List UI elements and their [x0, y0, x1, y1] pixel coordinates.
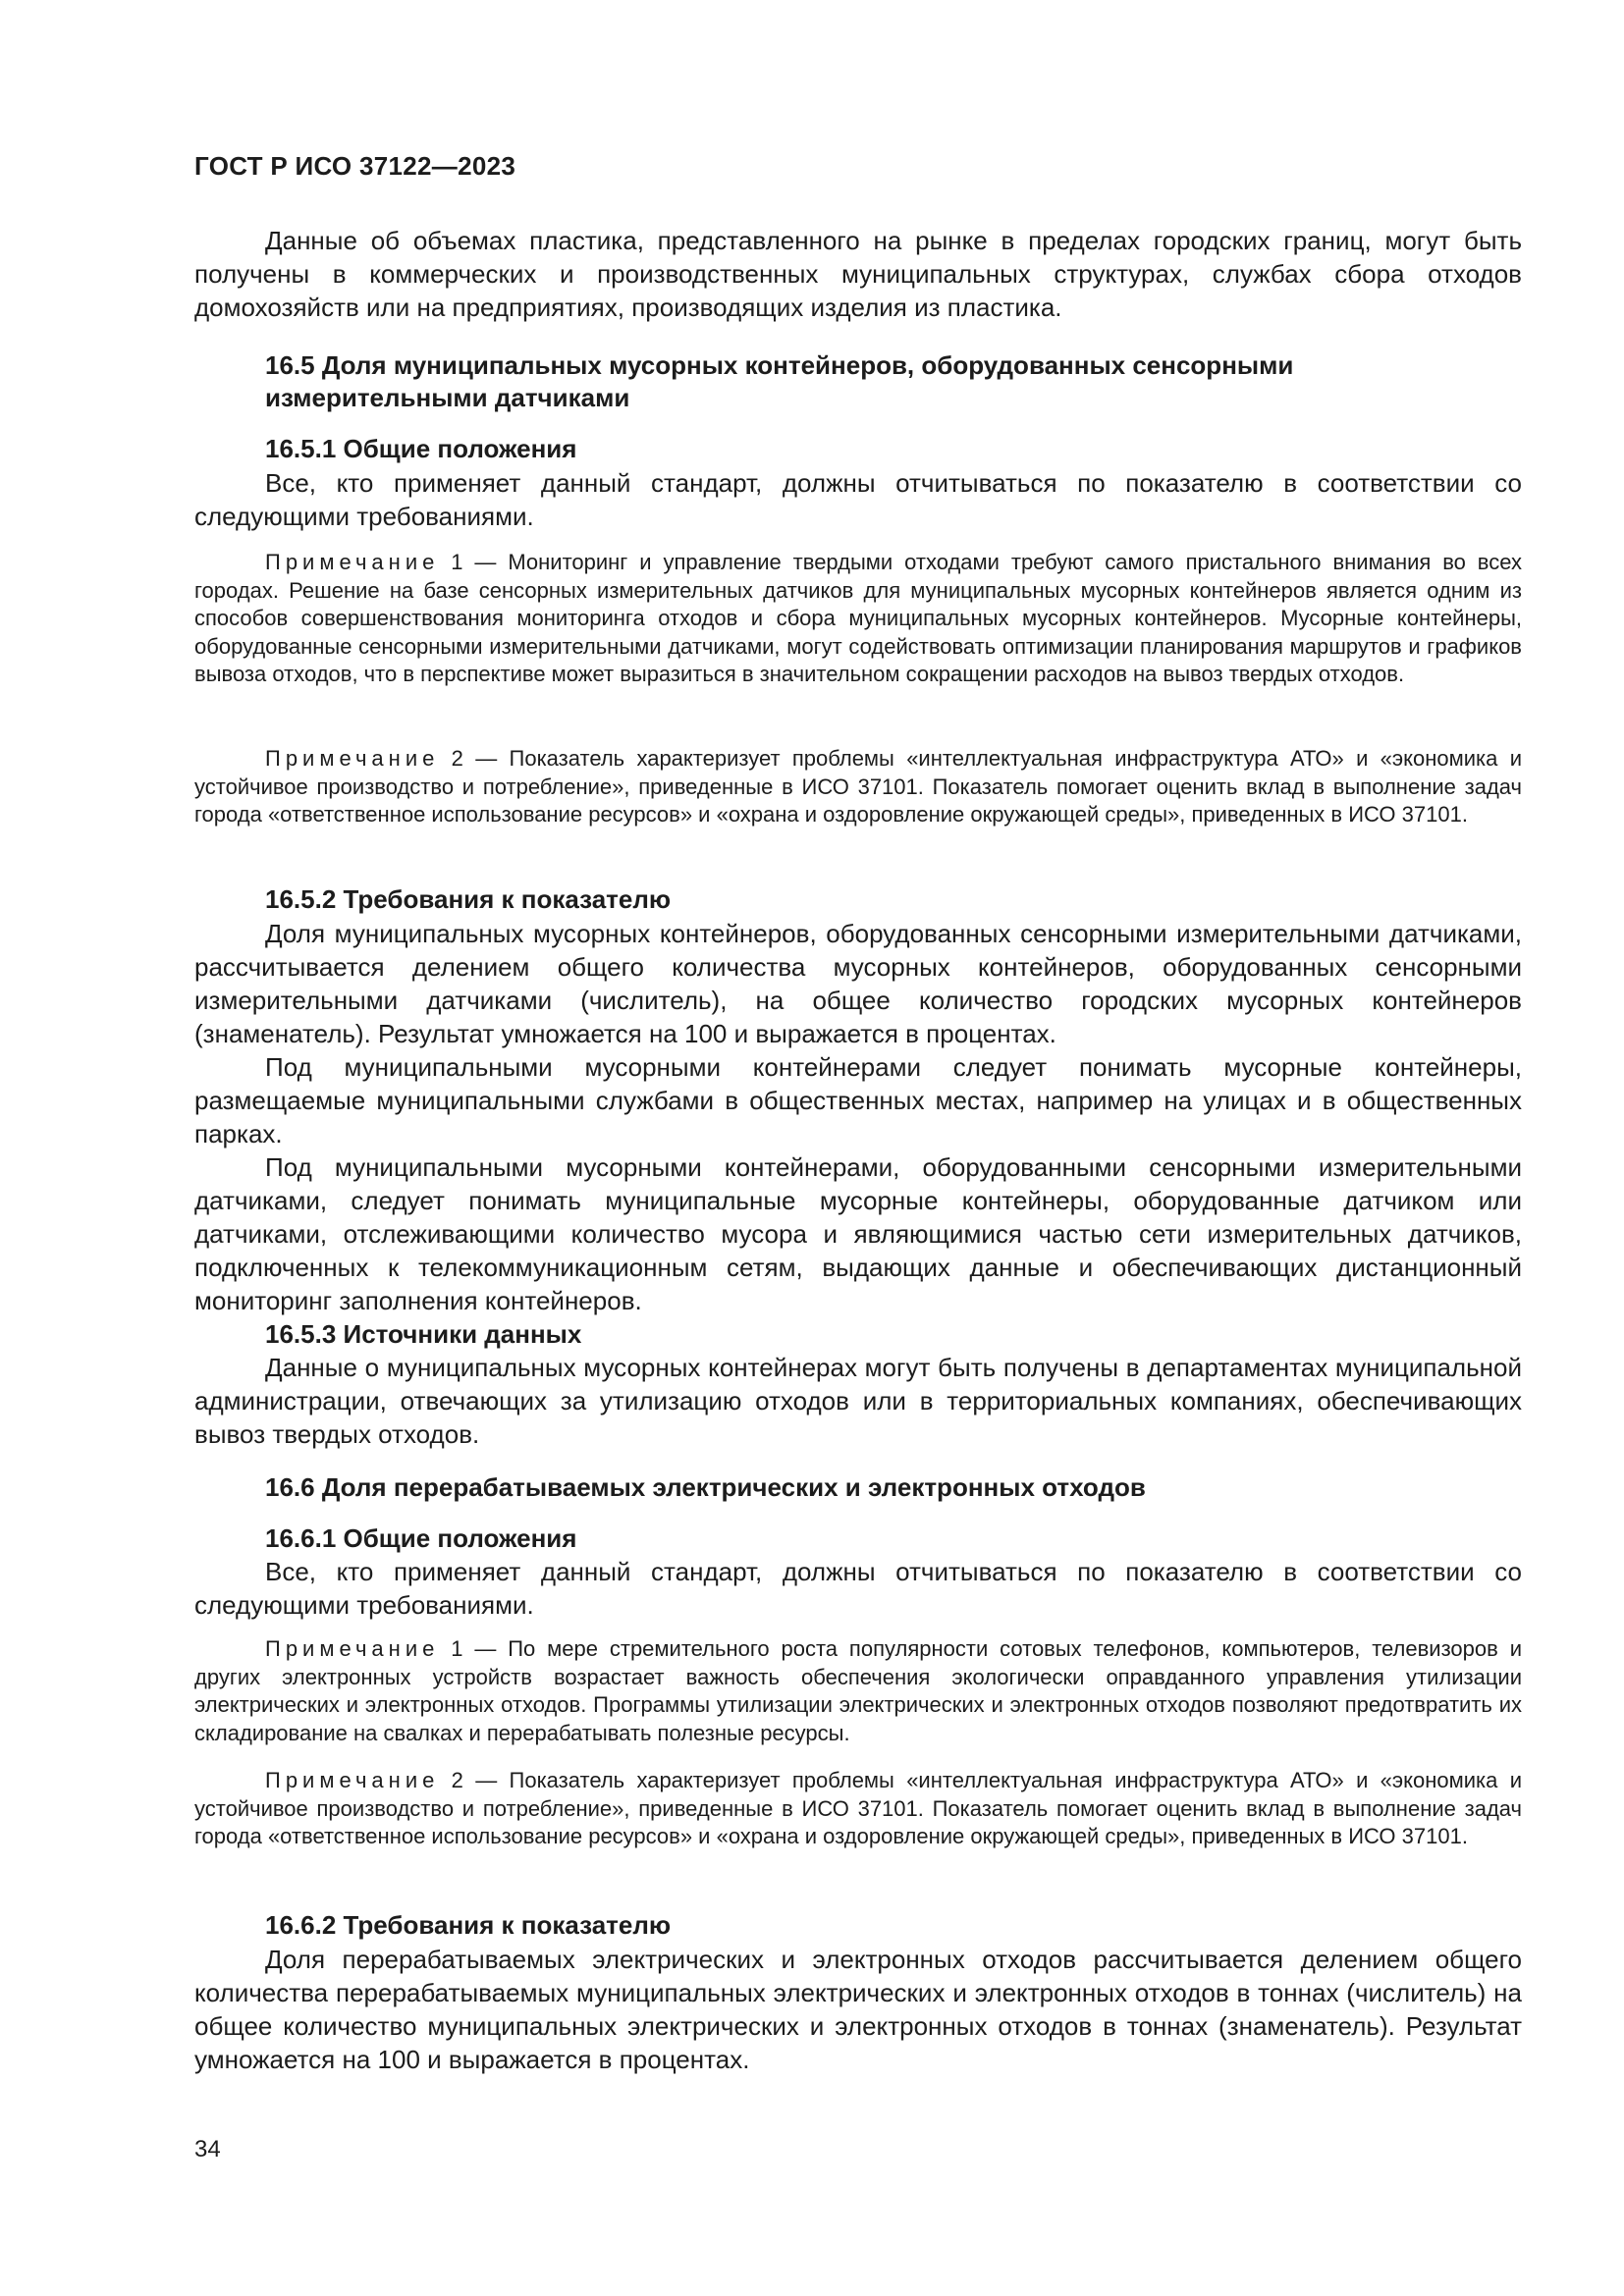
section-16-5-2-paragraph-1: Доля муниципальных мусорных контейнеров, оборудованных сенсорными измерительными датчиками, рассчитывается делением общего количества мусорных контейнеров, оборудованных сенсорными измерительными датчиками (числитель), на общее количество городских мусорных контейнеров (знаменатель). Результат умножается на 100 и выражается в процентах.	[194, 919, 1522, 1048]
note-label: Примечание	[265, 1768, 440, 1792]
section-16-6-2-heading: 16.6.2 Требования к показателю	[265, 1910, 672, 1940]
document-header: ГОСТ Р ИСО 37122—2023	[194, 151, 516, 181]
section-16-6-1-heading: 16.6.1 Общие положения	[265, 1523, 577, 1553]
section-16-5-note-2	[194, 745, 1522, 829]
note-label: Примечание	[265, 746, 440, 771]
section-16-5-2-paragraph-3: Под муниципальными мусорными контейнерами, оборудованными сенсорными измерительными датчиками, следует понимать муниципальные мусорные контейнеры, оборудованные датчиком или датчиками, отслеживающими количество мусора и являющимися частью сети измерительных датчиков, подключенных к телекоммуникационным сетям, выдающих данные и обеспечивающих дистанционный мониторинг заполнения контейнеров.	[194, 1152, 1522, 1315]
document-page	[194, 0, 1522, 2296]
note-label: Примечание	[265, 1636, 440, 1661]
section-16-5-1-heading: 16.5.1 Общие положения	[265, 434, 577, 463]
section-16-6-heading: 16.6 Доля перерабатываемых электрических и электронных отходов	[265, 1472, 1146, 1502]
page-number: 34	[194, 2136, 221, 2163]
note-text: 2 — Показатель характеризует проблемы «интеллектуальная инфраструктура АТО» и «экономика и устойчивое производство и потребление», приведенные в ИСО 37101. Показатель помогает оценить вклад в выполнение задач города «ответственное использование ресурсов» и «охрана и оздоровление окружающей среды», приведенных в ИСО 37101.	[194, 746, 1522, 828]
section-16-5-2-paragraph-2: Под муниципальными мусорными контейнерами следует понимать мусорные контейнеры, размещаемые муниципальными службами в общественных местах, например на улицах и в общественных парках.	[194, 1052, 1522, 1148]
section-16-5-2-heading: 16.5.2 Требования к показателю	[265, 884, 672, 914]
note-label: Примечание	[265, 550, 440, 574]
section-16-5-3-heading: 16.5.3 Источники данных	[265, 1319, 582, 1349]
section-16-6-note-1	[194, 1635, 1522, 1747]
section-16-6-note-2	[194, 1767, 1522, 1851]
section-16-5-note-1	[194, 549, 1522, 689]
section-16-5-1-text: Все, кто применяет данный стандарт, должны отчитываться по показателю в соответствии со следующими требованиями.	[194, 468, 1522, 531]
section-16-6-2-text: Доля перерабатываемых электрических и электронных отходов рассчитывается делением общего количества перерабатываемых муниципальных электрических и электронных отходов в тоннах (числитель) на общее количество муниципальных электрических и электронных отходов в тоннах (знаменатель). Результат умножается на 100 и выражается в процентах.	[194, 1945, 1522, 2074]
section-16-5-heading: 16.5 Доля муниципальных мусорных контейнеров, оборудованных сенсорными измерительными датчиками	[265, 350, 1294, 412]
intro-paragraph: Данные об объемах пластика, представленного на рынке в пределах городских границ, могут быть получены в коммерческих и производственных муниципальных структурах, службах сбора отходов домохозяйств или на предприятиях, производящих изделия из пластика.	[194, 226, 1522, 322]
section-16-5-3-text: Данные о муниципальных мусорных контейнерах могут быть получены в департаментах муниципальной администрации, отвечающих за утилизацию отходов или в территориальных компаниях, обеспечивающих вывоз твердых отходов.	[194, 1353, 1522, 1449]
note-text: 1 — По мере стремительного роста популярности сотовых телефонов, компьютеров, телевизоров и других электронных устройств возрастает важность обеспечения экологически оправданного управления утилизации электрических и электронных отходов. Программы утилизации электрических и электронных отходов позволяют предотвратить их складирование на свалках и перерабатывать полезные ресурсы.	[194, 1636, 1522, 1745]
section-16-6-1-text: Все, кто применяет данный стандарт, должны отчитываться по показателю в соответствии со следующими требованиями.	[194, 1557, 1522, 1620]
note-text: 1 — Мониторинг и управление твердыми отходами требуют самого пристального внимания во всех городах. Решение на базе сенсорных измерительных датчиков для муниципальных мусорных контейнеров является одним из способов совершенствования мониторинга отходов и сбора муниципальных мусорных контейнеров. Мусорные контейнеры, оборудованные сенсорными измерительными датчиками, могут содействовать оптимизации планирования маршрутов и графиков вывоза отходов, что в перспективе может выразиться в значительном сокращении расходов на вывоз твердых отходов.	[194, 550, 1522, 687]
note-text: 2 — Показатель характеризует проблемы «интеллектуальная инфраструктура АТО» и «экономика и устойчивое производство и потребление», приведенные в ИСО 37101. Показатель помогает оценить вклад в выполнение задач города «ответственное использование ресурсов» и «охрана и оздоровление окружающей среды», приведенных в ИСО 37101.	[194, 1768, 1522, 1849]
